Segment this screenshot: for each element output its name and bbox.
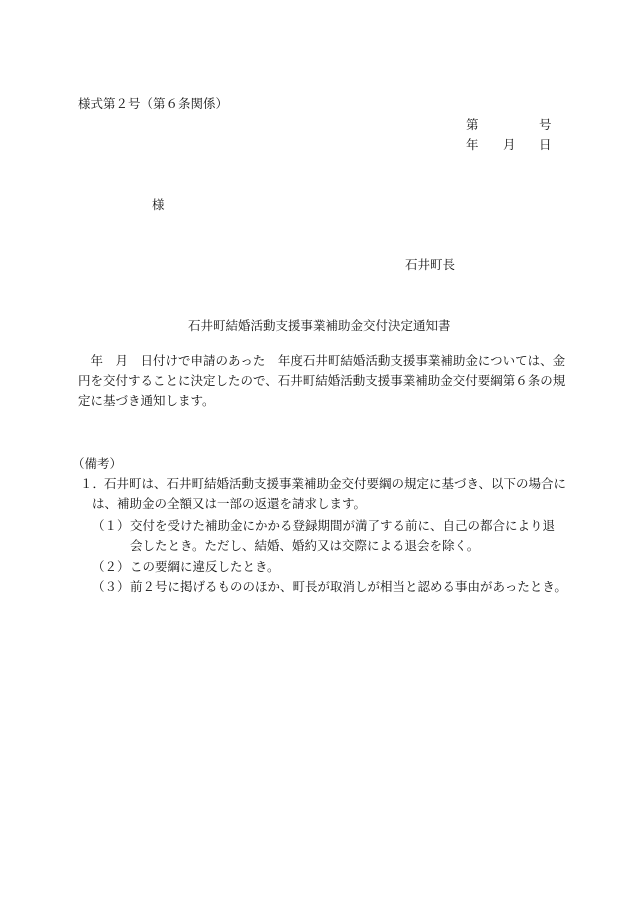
addressee-suffix: 様 <box>152 197 165 212</box>
sub-item-3-line-1: 前２号に掲げるもののほか、町長が取消しが相当と認める事由があったとき。 <box>130 579 567 594</box>
body-line-2: 円を交付することに決定したので、石井町結婚活動支援事業補助金交付要綱第６条の規 <box>78 373 566 388</box>
sub-item-1-line-2: 会したとき。ただし、結婚、婚約又は交際による退会を除く。 <box>130 538 480 553</box>
note-item-1-line-1: 石井町は、石井町結婚活動支援事業補助金交付要綱の規定に基づき、以下の場合に <box>104 476 567 491</box>
document-title: 石井町結婚活動支援事業補助金交付決定通知書 <box>188 318 451 333</box>
issuer-name: 石井町長 <box>405 257 456 272</box>
note-item-1-line-2: は、補助金の全額又は一部の返還を請求します。 <box>92 496 367 511</box>
number-suffix: 号 <box>539 117 552 132</box>
date-day: 日 <box>539 137 552 152</box>
date-year: 年 <box>466 137 479 152</box>
form-label: 様式第２号（第６条関係） <box>78 96 229 111</box>
sub-item-1-line-1: 交付を受けた補助金にかかる登録期間が満了する前に、自己の都合により退 <box>130 518 556 533</box>
sub-item-2-number: （２） <box>92 559 130 574</box>
number-prefix: 第 <box>466 117 479 132</box>
note-item-1-number: １． <box>80 476 106 491</box>
sub-item-2-line-1: この要綱に違反したとき。 <box>130 559 280 574</box>
body-line-1: 年 月 日付けで申請のあった 年度石井町結婚活動支援事業補助金については、金 <box>78 353 566 368</box>
body-line-3: 定に基づき通知します。 <box>78 393 215 408</box>
sub-item-1-number: （１） <box>92 518 130 533</box>
sub-item-3-number: （３） <box>92 579 130 594</box>
date-month: 月 <box>503 137 516 152</box>
notes-heading: （備考） <box>72 456 123 471</box>
